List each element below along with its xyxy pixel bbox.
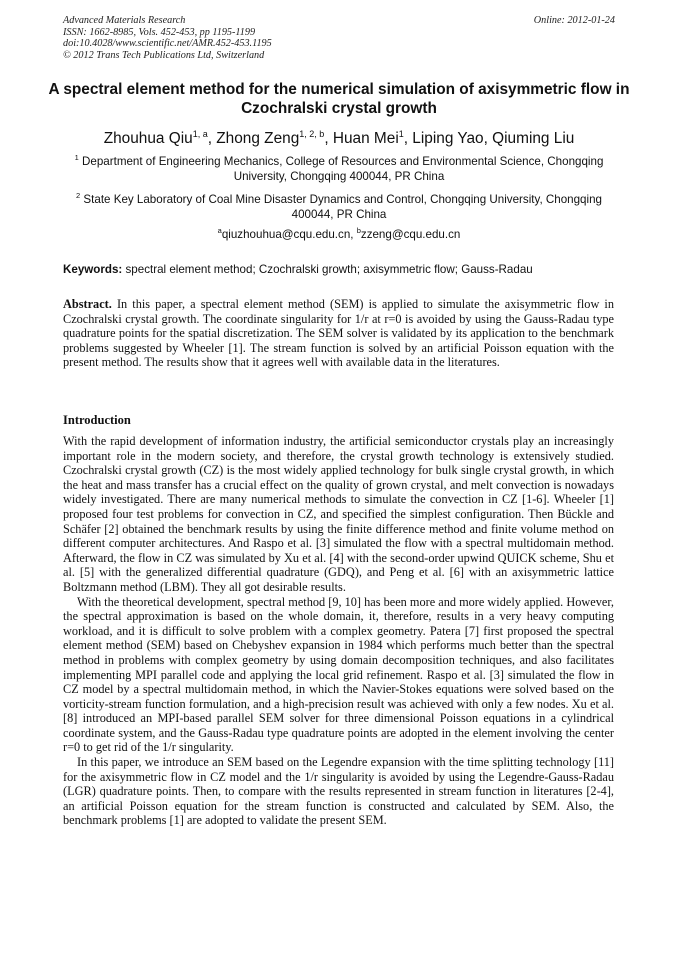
author-name: , Zhong Zeng: [207, 130, 300, 147]
keywords-text: spectral element method; Czochralski growth; axisymmetric flow; Gauss-Radau: [122, 263, 533, 276]
affiliation-1: [70, 155, 608, 184]
paragraph: With the rapid development of information industry, the artificial semiconductor crystals play an increasingly important role in the modern society, and therefore, the crystal growth technology is extensively studied. Czochralski crystal growth (CZ) is the most widely applied technology for bulk single crystal growth, in which the heat and mass transfer has a crucial effect on the quality of grown crystal, and melt convection is nowadays widely investigated. There are many numerical methods to simulate the convection in CZ [1-6]. Wheeler [1] proposed four test problems for convection in CZ, and specified the simplest configuration. Then Bückle and Schäfer [2] obtained the benchmark results by using the finite difference method and finite volume method on different computer architectures. And Raspo et al. [3] simulated the flow with a spectral multidomain method. Afterward, the flow in CZ was simulated by Xu et al. [4] with the second-order upwind QUICK scheme, Shu et al. [5] with the generalized differential quadrature (GDQ), and Peng et al. [6] with an axisymmetric lattice Boltzmann method (LBM). They all got desirable results.: [63, 434, 614, 594]
affiliation-text: Department of Engineering Mechanics, College of Resources and Environmental Science, Chongqing University, Chongqing 400044, PR China: [82, 155, 604, 183]
abstract-label: Abstract.: [63, 297, 112, 311]
affiliation-marker: 1: [74, 153, 79, 162]
copyright-line: © 2012 Trans Tech Publications Ltd, Switzerland: [63, 49, 265, 61]
keywords-label: Keywords:: [63, 263, 123, 276]
affiliation-2: [70, 193, 608, 222]
paragraph: With the theoretical development, spectral method [9, 10] has been more and more widely applied. However, the spectral approximation is based on the whole domain, it, therefore, results in a very heavy computing workload, and it is difficult to solve problem with a complex geometry. Patera [7] first proposed the spectral element method (SEM) based on Chebyshev expansion in 1984 which performs much better than the spectral method in problems with complex geometry by using domain decomposition techniques, and also facilitates implementing MPI parallel code and applying the local grid refinement. Raspo et al. [3] simulated the flow in CZ model by a spectral multidomain method, in which the Navier-Stokes equations were solved based on the vorticity-stream function formulation, and a high-precision result was achieved with only a few nodes. Xu et al. [8] introduced an MPI-based parallel SEM solver for three dimensional Poisson equations in a cylindrical coordinate system, and the Gauss-Radau type quadrature points are adopted in the element involving the center r=0 to get rid of the 1/r singularity.: [63, 594, 614, 755]
email-marker: a: [217, 226, 222, 235]
online-date: Online: 2012-01-24: [533, 15, 615, 26]
paragraph: In this paper, we introduce an SEM based on the Legendre expansion with the time splitting technology [11] for the axisymmetric flow in CZ model and the 1/r singularity is avoided by using the Legendre-Gauss-Radau (LGR) quadrature points. Then, to compare with the results represented in stream function in literatures [2-4], an artificial Poisson equation for the stream function is constructed and calculated by SEM. Also, the benchmark problems [1] are adopted to validate the present SEM.: [63, 755, 614, 828]
author-names-rest: , Liping Yao, Qiuming Liu: [403, 130, 575, 147]
doi-line: doi:10.4028/www.scientific.net/AMR.452-453.1195: [63, 38, 272, 50]
abstract: [63, 297, 614, 370]
author-emails: [40, 228, 638, 242]
paper-title: A spectral element method for the numerical simulation of axisymmetric flow in Czochralski crystal growth: [48, 81, 630, 117]
introduction-body: [63, 434, 614, 828]
author-superscript: 1: [398, 129, 404, 139]
author-name: Zhouhua Qiu: [103, 130, 193, 147]
email-marker: b: [356, 226, 361, 235]
abstract-text: In this paper, a spectral element method (SEM) is applied to simulate the axisymmetric flow in Czochralski crystal growth. The coordinate singularity for 1/r at r=0 is avoided by using the Gauss-Radau type quadrature points for the spatial discretization. The SEM solver is validated by its application to the benchmark problems suggested by Wheeler [1]. The stream function is solved by an artificial Poisson equation with the present method. The results show that it agrees well with available data in the literatures.: [63, 297, 614, 370]
author-superscript: 1, 2, b: [299, 129, 325, 139]
issn-line: ISSN: 1662-8985, Vols. 452-453, pp 1195-1199: [63, 26, 256, 38]
keywords: [63, 263, 615, 277]
email-link[interactable]: qiuzhouhua@cqu.edu.cn,: [221, 228, 357, 241]
section-heading-introduction: Introduction: [63, 413, 131, 427]
affiliation-marker: 2: [76, 191, 81, 200]
author-name: , Huan Mei: [324, 130, 399, 147]
email-link[interactable]: zzeng@cqu.edu.cn: [360, 228, 461, 241]
author-list: [20, 129, 658, 148]
author-superscript: 1, a: [192, 129, 208, 139]
affiliation-text: State Key Laboratory of Coal Mine Disaster Dynamics and Control, Chongqing University, Chongqing 400044, PR China: [83, 193, 602, 221]
journal-name: Advanced Materials Research: [63, 15, 186, 26]
journal-header: [63, 15, 615, 61]
